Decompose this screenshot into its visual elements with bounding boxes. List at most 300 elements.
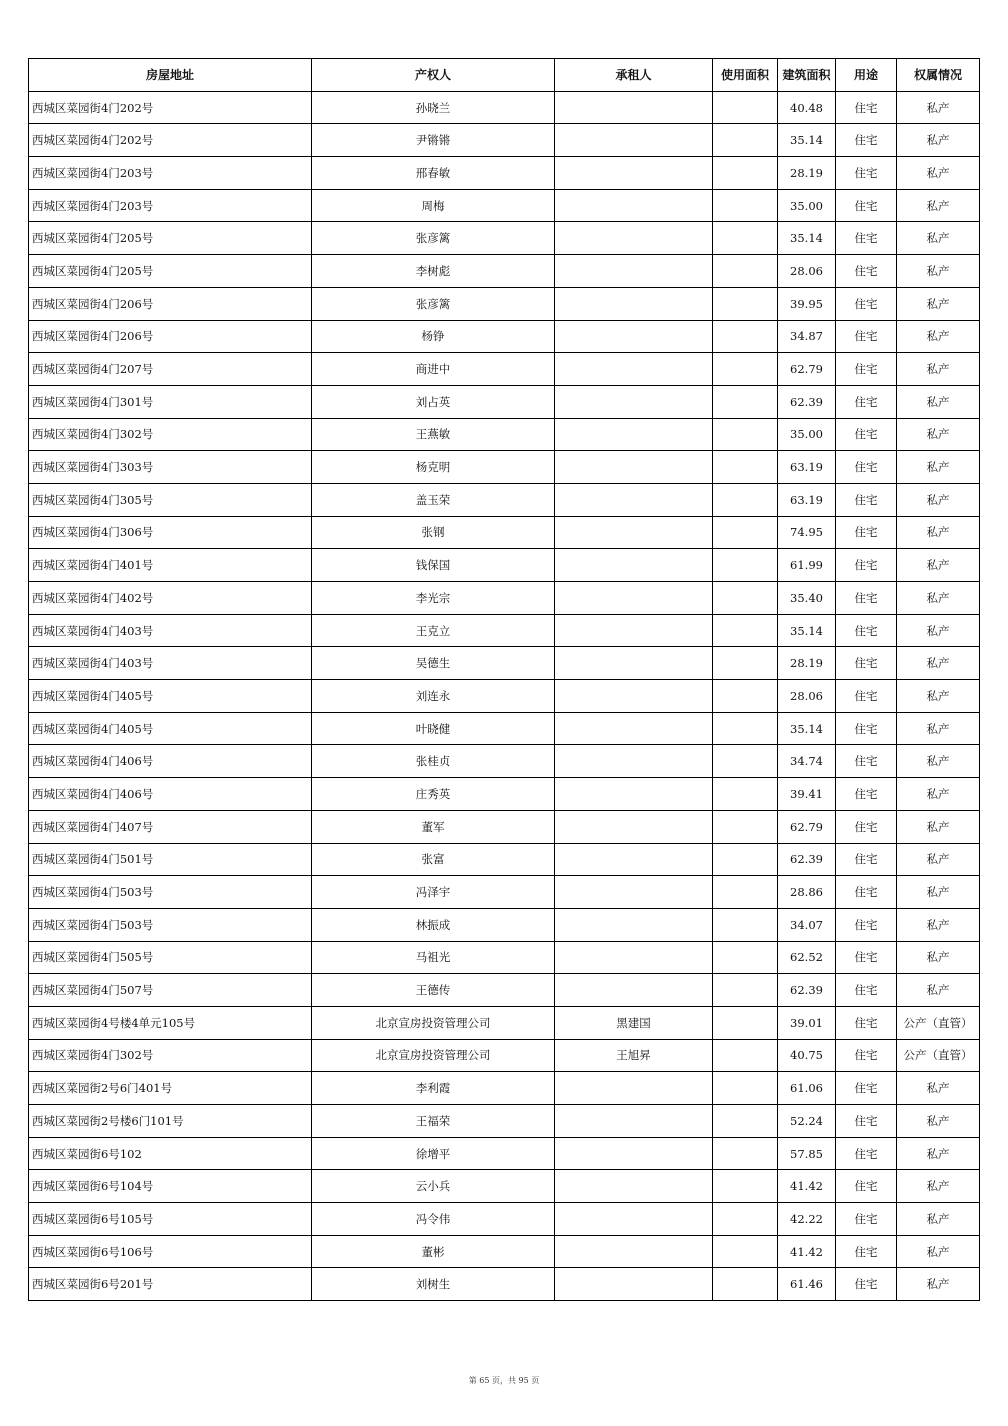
cell-building-area: 35.14 xyxy=(778,712,836,745)
cell-owner: 杨克明 xyxy=(312,451,555,484)
cell-usage: 住宅 xyxy=(836,1170,897,1203)
cell-ownership: 私产 xyxy=(897,941,980,974)
table-row xyxy=(29,876,980,909)
cell-ownership: 公产（直管） xyxy=(897,1039,980,1072)
cell-usage: 住宅 xyxy=(836,941,897,974)
table-row xyxy=(29,1235,980,1268)
cell-building-area: 62.39 xyxy=(778,385,836,418)
cell-address: 西城区菜园街4门203号 xyxy=(29,189,312,222)
cell-address: 西城区菜园街6号104号 xyxy=(29,1170,312,1203)
cell-building-area: 28.19 xyxy=(778,647,836,680)
header-ownership: 权属情况 xyxy=(897,59,980,92)
cell-usage: 住宅 xyxy=(836,189,897,222)
cell-building-area: 42.22 xyxy=(778,1203,836,1236)
cell-tenant xyxy=(555,222,713,255)
cell-usage: 住宅 xyxy=(836,1006,897,1039)
cell-usable-area xyxy=(713,1105,778,1138)
cell-ownership: 私产 xyxy=(897,157,980,190)
cell-owner: 张富 xyxy=(312,843,555,876)
cell-address: 西城区菜园街4门302号 xyxy=(29,1039,312,1072)
cell-building-area: 28.06 xyxy=(778,680,836,713)
cell-usable-area xyxy=(713,222,778,255)
cell-owner: 徐增平 xyxy=(312,1137,555,1170)
cell-tenant xyxy=(555,745,713,778)
cell-usable-area xyxy=(713,876,778,909)
cell-usage: 住宅 xyxy=(836,320,897,353)
cell-address: 西城区菜园街4门302号 xyxy=(29,418,312,451)
cell-address: 西城区菜园街4门403号 xyxy=(29,647,312,680)
cell-address: 西城区菜园街2号6门401号 xyxy=(29,1072,312,1105)
page-footer: 第 65 页，共 95 页 xyxy=(468,1376,540,1385)
cell-ownership: 私产 xyxy=(897,1105,980,1138)
cell-building-area: 35.14 xyxy=(778,124,836,157)
cell-ownership: 私产 xyxy=(897,680,980,713)
table-row xyxy=(29,1137,980,1170)
cell-tenant xyxy=(555,451,713,484)
cell-building-area: 39.41 xyxy=(778,778,836,811)
cell-owner: 张彦篱 xyxy=(312,222,555,255)
cell-ownership: 私产 xyxy=(897,843,980,876)
cell-usage: 住宅 xyxy=(836,1203,897,1236)
cell-usable-area xyxy=(713,255,778,288)
cell-tenant xyxy=(555,189,713,222)
table-row xyxy=(29,1039,980,1072)
cell-usage: 住宅 xyxy=(836,843,897,876)
cell-usage: 住宅 xyxy=(836,255,897,288)
cell-owner: 董军 xyxy=(312,810,555,843)
cell-usage: 住宅 xyxy=(836,680,897,713)
cell-usable-area xyxy=(713,1268,778,1301)
cell-usable-area xyxy=(713,124,778,157)
cell-ownership: 私产 xyxy=(897,745,980,778)
cell-owner: 杨铮 xyxy=(312,320,555,353)
table-row xyxy=(29,941,980,974)
cell-usable-area xyxy=(713,320,778,353)
cell-owner: 李树彪 xyxy=(312,255,555,288)
cell-address: 西城区菜园街6号105号 xyxy=(29,1203,312,1236)
cell-ownership: 私产 xyxy=(897,483,980,516)
cell-usage: 住宅 xyxy=(836,582,897,615)
cell-tenant xyxy=(555,582,713,615)
cell-usable-area xyxy=(713,385,778,418)
cell-ownership: 私产 xyxy=(897,320,980,353)
cell-ownership: 私产 xyxy=(897,189,980,222)
cell-building-area: 52.24 xyxy=(778,1105,836,1138)
table-row xyxy=(29,745,980,778)
cell-usage: 住宅 xyxy=(836,745,897,778)
cell-usable-area xyxy=(713,1039,778,1072)
cell-address: 西城区菜园街4门207号 xyxy=(29,353,312,386)
cell-address: 西城区菜园街2号楼6门101号 xyxy=(29,1105,312,1138)
cell-usage: 住宅 xyxy=(836,712,897,745)
cell-building-area: 35.14 xyxy=(778,614,836,647)
cell-usage: 住宅 xyxy=(836,810,897,843)
cell-usage: 住宅 xyxy=(836,385,897,418)
cell-usable-area xyxy=(713,647,778,680)
cell-ownership: 私产 xyxy=(897,91,980,124)
table-row xyxy=(29,712,980,745)
cell-building-area: 35.40 xyxy=(778,582,836,615)
cell-address: 西城区菜园街4门402号 xyxy=(29,582,312,615)
cell-tenant xyxy=(555,483,713,516)
cell-address: 西城区菜园街4门505号 xyxy=(29,941,312,974)
cell-usable-area xyxy=(713,974,778,1007)
cell-building-area: 61.06 xyxy=(778,1072,836,1105)
cell-address: 西城区菜园街4门501号 xyxy=(29,843,312,876)
cell-address: 西城区菜园街4门401号 xyxy=(29,549,312,582)
cell-owner: 冯泽宇 xyxy=(312,876,555,909)
cell-usage: 住宅 xyxy=(836,91,897,124)
header-owner: 产权人 xyxy=(312,59,555,92)
table-row xyxy=(29,549,980,582)
cell-ownership: 私产 xyxy=(897,418,980,451)
cell-usable-area xyxy=(713,1235,778,1268)
cell-address: 西城区菜园街4门202号 xyxy=(29,124,312,157)
cell-owner: 冯令伟 xyxy=(312,1203,555,1236)
cell-owner: 北京宣房投资管理公司 xyxy=(312,1006,555,1039)
cell-usable-area xyxy=(713,91,778,124)
cell-usable-area xyxy=(713,287,778,320)
cell-tenant xyxy=(555,124,713,157)
cell-owner: 尹锵锵 xyxy=(312,124,555,157)
cell-address: 西城区菜园街4门406号 xyxy=(29,745,312,778)
cell-usable-area xyxy=(713,483,778,516)
cell-building-area: 35.14 xyxy=(778,222,836,255)
cell-usage: 住宅 xyxy=(836,516,897,549)
cell-usable-area xyxy=(713,516,778,549)
table-row xyxy=(29,1268,980,1301)
cell-building-area: 39.95 xyxy=(778,287,836,320)
cell-address: 西城区菜园街4门403号 xyxy=(29,614,312,647)
cell-tenant xyxy=(555,353,713,386)
table-row xyxy=(29,91,980,124)
cell-ownership: 私产 xyxy=(897,287,980,320)
cell-owner: 孙晓兰 xyxy=(312,91,555,124)
cell-tenant xyxy=(555,516,713,549)
cell-owner: 云小兵 xyxy=(312,1170,555,1203)
table-row xyxy=(29,255,980,288)
cell-usable-area xyxy=(713,810,778,843)
cell-address: 西城区菜园街6号201号 xyxy=(29,1268,312,1301)
cell-building-area: 34.07 xyxy=(778,908,836,941)
cell-usable-area xyxy=(713,1006,778,1039)
cell-tenant xyxy=(555,320,713,353)
cell-usable-area xyxy=(713,418,778,451)
cell-usage: 住宅 xyxy=(836,124,897,157)
cell-usage: 住宅 xyxy=(836,1268,897,1301)
cell-owner: 周梅 xyxy=(312,189,555,222)
cell-usage: 住宅 xyxy=(836,157,897,190)
cell-ownership: 公产（直管） xyxy=(897,1006,980,1039)
cell-owner: 吴德生 xyxy=(312,647,555,680)
cell-owner: 王福荣 xyxy=(312,1105,555,1138)
table-row xyxy=(29,222,980,255)
cell-usable-area xyxy=(713,712,778,745)
table-row xyxy=(29,287,980,320)
table-row xyxy=(29,1203,980,1236)
cell-ownership: 私产 xyxy=(897,255,980,288)
cell-usage: 住宅 xyxy=(836,1072,897,1105)
cell-tenant xyxy=(555,1268,713,1301)
table-row xyxy=(29,353,980,386)
cell-tenant xyxy=(555,614,713,647)
cell-owner: 刘占英 xyxy=(312,385,555,418)
table-row xyxy=(29,483,980,516)
cell-usable-area xyxy=(713,745,778,778)
cell-usage: 住宅 xyxy=(836,353,897,386)
cell-owner: 刘树生 xyxy=(312,1268,555,1301)
table-row xyxy=(29,843,980,876)
table-row xyxy=(29,189,980,222)
cell-owner: 张桂贞 xyxy=(312,745,555,778)
cell-usage: 住宅 xyxy=(836,418,897,451)
cell-building-area: 28.19 xyxy=(778,157,836,190)
cell-ownership: 私产 xyxy=(897,1268,980,1301)
cell-owner: 盖玉荣 xyxy=(312,483,555,516)
header-usage: 用途 xyxy=(836,59,897,92)
cell-tenant xyxy=(555,1203,713,1236)
header-tenant: 承租人 xyxy=(555,59,713,92)
cell-building-area: 34.87 xyxy=(778,320,836,353)
cell-building-area: 62.39 xyxy=(778,843,836,876)
cell-ownership: 私产 xyxy=(897,908,980,941)
cell-ownership: 私产 xyxy=(897,712,980,745)
cell-owner: 李利霞 xyxy=(312,1072,555,1105)
cell-ownership: 私产 xyxy=(897,778,980,811)
cell-tenant xyxy=(555,941,713,974)
cell-usage: 住宅 xyxy=(836,778,897,811)
cell-ownership: 私产 xyxy=(897,810,980,843)
cell-owner: 王克立 xyxy=(312,614,555,647)
cell-building-area: 62.79 xyxy=(778,353,836,386)
cell-owner: 王德传 xyxy=(312,974,555,1007)
table-row xyxy=(29,582,980,615)
cell-ownership: 私产 xyxy=(897,222,980,255)
cell-tenant xyxy=(555,876,713,909)
cell-ownership: 私产 xyxy=(897,582,980,615)
cell-address: 西城区菜园街4门406号 xyxy=(29,778,312,811)
cell-tenant xyxy=(555,810,713,843)
table-header-row xyxy=(29,59,980,92)
cell-usage: 住宅 xyxy=(836,549,897,582)
cell-building-area: 62.39 xyxy=(778,974,836,1007)
cell-tenant xyxy=(555,287,713,320)
cell-usable-area xyxy=(713,1170,778,1203)
cell-tenant xyxy=(555,1235,713,1268)
cell-owner: 张钢 xyxy=(312,516,555,549)
cell-tenant: 王旭昇 xyxy=(555,1039,713,1072)
cell-building-area: 61.46 xyxy=(778,1268,836,1301)
cell-usable-area xyxy=(713,582,778,615)
cell-address: 西城区菜园街4门503号 xyxy=(29,876,312,909)
table-row xyxy=(29,1105,980,1138)
cell-address: 西城区菜园街4门305号 xyxy=(29,483,312,516)
cell-usable-area xyxy=(713,680,778,713)
cell-ownership: 私产 xyxy=(897,516,980,549)
cell-owner: 马祖光 xyxy=(312,941,555,974)
cell-usable-area xyxy=(713,549,778,582)
cell-building-area: 63.19 xyxy=(778,483,836,516)
cell-usage: 住宅 xyxy=(836,451,897,484)
cell-usage: 住宅 xyxy=(836,1235,897,1268)
table-row xyxy=(29,418,980,451)
cell-address: 西城区菜园街4号楼4单元105号 xyxy=(29,1006,312,1039)
table-row xyxy=(29,908,980,941)
cell-usage: 住宅 xyxy=(836,647,897,680)
table-row xyxy=(29,974,980,1007)
cell-usage: 住宅 xyxy=(836,483,897,516)
cell-building-area: 62.52 xyxy=(778,941,836,974)
cell-building-area: 28.86 xyxy=(778,876,836,909)
table-row xyxy=(29,1006,980,1039)
cell-building-area: 35.00 xyxy=(778,418,836,451)
cell-ownership: 私产 xyxy=(897,353,980,386)
table-row xyxy=(29,451,980,484)
cell-tenant xyxy=(555,1105,713,1138)
cell-usage: 住宅 xyxy=(836,1105,897,1138)
cell-tenant xyxy=(555,91,713,124)
property-table xyxy=(28,58,980,1301)
cell-usage: 住宅 xyxy=(836,876,897,909)
cell-usage: 住宅 xyxy=(836,1039,897,1072)
table-body xyxy=(29,91,980,1300)
cell-ownership: 私产 xyxy=(897,614,980,647)
cell-usable-area xyxy=(713,1203,778,1236)
cell-building-area: 35.00 xyxy=(778,189,836,222)
cell-ownership: 私产 xyxy=(897,1235,980,1268)
cell-owner: 北京宣房投资管理公司 xyxy=(312,1039,555,1072)
cell-address: 西城区菜园街4门205号 xyxy=(29,222,312,255)
cell-tenant xyxy=(555,255,713,288)
cell-building-area: 28.06 xyxy=(778,255,836,288)
table-row xyxy=(29,516,980,549)
cell-address: 西城区菜园街6号102 xyxy=(29,1137,312,1170)
cell-tenant xyxy=(555,1170,713,1203)
cell-address: 西城区菜园街4门405号 xyxy=(29,680,312,713)
cell-building-area: 74.95 xyxy=(778,516,836,549)
cell-ownership: 私产 xyxy=(897,124,980,157)
cell-usage: 住宅 xyxy=(836,287,897,320)
cell-owner: 叶晓健 xyxy=(312,712,555,745)
cell-owner: 王燕敏 xyxy=(312,418,555,451)
cell-address: 西城区菜园街4门206号 xyxy=(29,320,312,353)
cell-usable-area xyxy=(713,778,778,811)
cell-ownership: 私产 xyxy=(897,876,980,909)
cell-address: 西城区菜园街6号106号 xyxy=(29,1235,312,1268)
cell-usable-area xyxy=(713,614,778,647)
cell-address: 西城区菜园街4门303号 xyxy=(29,451,312,484)
cell-owner: 钱保国 xyxy=(312,549,555,582)
cell-ownership: 私产 xyxy=(897,385,980,418)
cell-tenant: 黑建国 xyxy=(555,1006,713,1039)
cell-building-area: 39.01 xyxy=(778,1006,836,1039)
cell-owner: 张彦篱 xyxy=(312,287,555,320)
cell-ownership: 私产 xyxy=(897,1203,980,1236)
table-row xyxy=(29,778,980,811)
table-row xyxy=(29,1072,980,1105)
cell-address: 西城区菜园街4门205号 xyxy=(29,255,312,288)
cell-ownership: 私产 xyxy=(897,647,980,680)
cell-tenant xyxy=(555,1072,713,1105)
cell-building-area: 40.75 xyxy=(778,1039,836,1072)
cell-address: 西城区菜园街4门206号 xyxy=(29,287,312,320)
cell-usage: 住宅 xyxy=(836,1137,897,1170)
header-building-area: 建筑面积 xyxy=(778,59,836,92)
table-row xyxy=(29,680,980,713)
cell-ownership: 私产 xyxy=(897,451,980,484)
cell-tenant xyxy=(555,712,713,745)
cell-building-area: 62.79 xyxy=(778,810,836,843)
cell-tenant xyxy=(555,647,713,680)
cell-usage: 住宅 xyxy=(836,222,897,255)
table-row xyxy=(29,124,980,157)
table-row xyxy=(29,320,980,353)
cell-tenant xyxy=(555,385,713,418)
cell-usable-area xyxy=(713,843,778,876)
cell-address: 西城区菜园街4门306号 xyxy=(29,516,312,549)
cell-usable-area xyxy=(713,353,778,386)
cell-ownership: 私产 xyxy=(897,974,980,1007)
header-address: 房屋地址 xyxy=(29,59,312,92)
cell-tenant xyxy=(555,680,713,713)
cell-building-area: 40.48 xyxy=(778,91,836,124)
cell-building-area: 63.19 xyxy=(778,451,836,484)
cell-owner: 林振成 xyxy=(312,908,555,941)
cell-tenant xyxy=(555,778,713,811)
table-row xyxy=(29,647,980,680)
cell-tenant xyxy=(555,974,713,1007)
cell-building-area: 41.42 xyxy=(778,1235,836,1268)
cell-address: 西城区菜园街4门503号 xyxy=(29,908,312,941)
cell-tenant xyxy=(555,157,713,190)
cell-address: 西城区菜园街4门203号 xyxy=(29,157,312,190)
cell-tenant xyxy=(555,1137,713,1170)
table-row xyxy=(29,810,980,843)
cell-usage: 住宅 xyxy=(836,908,897,941)
cell-address: 西城区菜园街4门202号 xyxy=(29,91,312,124)
cell-usable-area xyxy=(713,157,778,190)
cell-usable-area xyxy=(713,1137,778,1170)
table-row xyxy=(29,614,980,647)
cell-tenant xyxy=(555,843,713,876)
cell-ownership: 私产 xyxy=(897,1072,980,1105)
cell-tenant xyxy=(555,549,713,582)
cell-usable-area xyxy=(713,189,778,222)
table-row xyxy=(29,1170,980,1203)
cell-owner: 庄秀英 xyxy=(312,778,555,811)
cell-owner: 商进中 xyxy=(312,353,555,386)
cell-usage: 住宅 xyxy=(836,974,897,1007)
cell-usable-area xyxy=(713,908,778,941)
cell-address: 西城区菜园街4门405号 xyxy=(29,712,312,745)
cell-tenant xyxy=(555,908,713,941)
cell-owner: 董彬 xyxy=(312,1235,555,1268)
cell-owner: 李光宗 xyxy=(312,582,555,615)
table-row xyxy=(29,157,980,190)
cell-usage: 住宅 xyxy=(836,614,897,647)
table-row xyxy=(29,385,980,418)
cell-usable-area xyxy=(713,941,778,974)
cell-building-area: 61.99 xyxy=(778,549,836,582)
cell-address: 西城区菜园街4门507号 xyxy=(29,974,312,1007)
cell-ownership: 私产 xyxy=(897,549,980,582)
header-usable-area: 使用面积 xyxy=(713,59,778,92)
cell-building-area: 34.74 xyxy=(778,745,836,778)
cell-building-area: 57.85 xyxy=(778,1137,836,1170)
cell-address: 西城区菜园街4门407号 xyxy=(29,810,312,843)
cell-usable-area xyxy=(713,1072,778,1105)
cell-usable-area xyxy=(713,451,778,484)
